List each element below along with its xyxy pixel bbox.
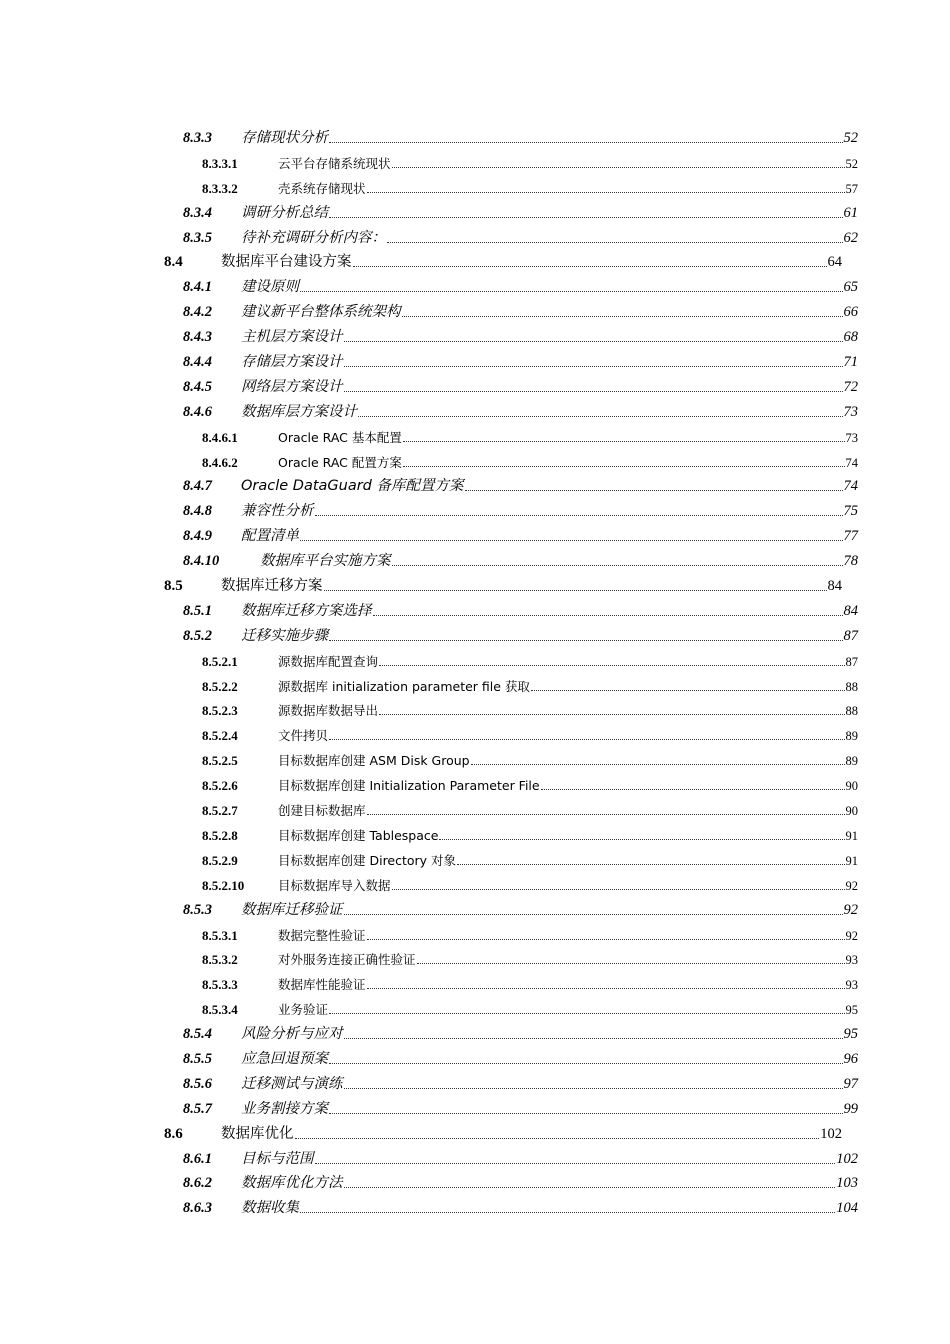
toc-entry-page: 77 [843,528,858,545]
toc-entry[interactable] [0,771,950,796]
toc-entry-page: 61 [843,204,858,221]
toc-entry[interactable] [0,1095,950,1120]
toc-entry[interactable] [0,174,950,199]
toc-entry-title: 存储现状分析 [241,130,328,146]
toc-entry-page: 90 [845,779,858,794]
toc-entry[interactable] [0,423,950,448]
toc-entry-line [183,899,858,919]
toc-entry-title: 目标数据库导入数据 [278,877,391,893]
toc-entry-line [202,426,858,446]
toc-entry-line [202,998,858,1018]
toc-entry-number: 8.5.2.5 [202,753,238,769]
toc-entry-title: 应急回退预案 [241,1050,328,1067]
toc-entry-line [183,550,858,570]
toc-entry-page: 73 [845,430,858,445]
toc-entry-title: 待补充调研分析内容： [241,229,386,246]
toc-entry-title: 目标数据库创建 ASM Disk Group [278,753,470,769]
toc-dot-leader [367,939,845,940]
toc-entry[interactable] [0,796,950,821]
toc-entry-title: 目标数据库创建 Initialization Parameter File [278,778,540,794]
toc-entry-line [183,525,858,545]
toc-dot-leader [329,1063,843,1064]
toc-entry-number: 8.4.6.2 [202,454,238,470]
toc-entry-number: 8.3.5 [183,229,212,246]
toc-dot-leader [373,615,843,616]
toc-entry-title: 数据收集 [241,1200,299,1217]
toc-entry-page: 95 [843,1026,858,1043]
toc-entry-number: 8.5.2.2 [202,678,238,694]
toc-entry-number: 8.3.4 [183,204,212,221]
toc-entry[interactable] [0,622,950,647]
toc-entry-page: 99 [843,1100,858,1117]
toc-entry-page: 64 [827,254,842,271]
toc-entry-number: 8.5.6 [183,1075,212,1092]
toc-entry-title: 云平台存储系统现状 [278,155,391,171]
toc-entry[interactable] [0,448,950,473]
toc-dot-leader [353,266,827,267]
toc-dot-leader [392,889,845,890]
toc-entry[interactable] [0,1070,950,1095]
toc-dot-leader [358,416,843,417]
toc-dot-leader [457,864,844,865]
toc-entry[interactable] [0,1194,950,1219]
toc-dot-leader [344,366,843,367]
toc-entry-page: 57 [845,181,858,196]
toc-entry-title: 目标数据库创建 Tablespace [278,827,439,843]
toc-entry-page: 91 [845,828,858,843]
toc-entry[interactable] [0,696,950,721]
toc-dot-leader [344,391,843,392]
toc-entry-title: 数据库平台实施方案 [260,553,391,570]
toc-entry-page: 89 [845,729,858,744]
toc-dot-leader [329,1113,843,1114]
toc-entry-title: 建设原则 [241,279,299,296]
toc-entry-page: 72 [843,378,858,395]
toc-entry-number: 8.5.2.10 [202,877,245,893]
toc-entry-line [183,376,858,396]
toc-dot-leader [541,789,845,790]
toc-entry-title: 数据库性能验证 [278,977,366,993]
toc-entry[interactable] [0,1120,950,1145]
toc-entry[interactable] [0,348,950,373]
toc-entry[interactable] [0,970,950,995]
toc-entry-title: 存储层方案设计 [241,354,343,371]
toc-entry[interactable] [0,821,950,846]
toc-entry-line [202,973,858,993]
toc-entry-line [183,1073,858,1093]
toc-entry-line [183,1023,858,1043]
toc-entry[interactable] [0,921,950,946]
toc-entry-number: 8.3.3 [183,130,212,146]
toc-entry[interactable] [0,597,950,622]
toc-entry-line [183,600,858,620]
toc-dot-leader [344,914,843,915]
toc-dot-leader [300,540,843,541]
toc-entry[interactable] [0,1169,950,1194]
toc-entry-line [183,326,858,346]
toc-entry-line [202,675,858,695]
toc-entry-number: 8.4.8 [183,503,212,520]
toc-entry-title: 壳系统存储现状 [278,180,366,196]
toc-entry-page: 87 [845,654,858,669]
toc-dot-leader [329,640,843,641]
toc-entry[interactable] [0,871,950,896]
toc-entry-line [183,351,858,371]
toc-entry-number: 8.4.9 [183,528,212,545]
toc-entry-page: 73 [843,403,858,420]
toc-entry-title: 数据库优化 [221,1125,294,1142]
toc-entry-line [202,177,858,197]
toc-entry-page: 102 [836,1150,858,1167]
toc-dot-leader [379,665,844,666]
toc-dot-leader [344,1088,843,1089]
toc-dot-leader [300,1212,835,1213]
toc-entry-line [183,127,858,147]
toc-entry-page: 92 [845,928,858,943]
toc-entry-page: 88 [845,679,858,694]
toc-entry[interactable] [0,124,950,149]
toc-dot-leader [379,714,844,715]
toc-dot-leader [344,341,843,342]
toc-entry-page: 102 [820,1125,842,1142]
toc-dot-leader [329,1013,844,1014]
toc-entry-number: 8.5.1 [183,602,212,619]
toc-entry-line [202,774,858,794]
toc-entry-title: 数据库迁移方案 [221,578,323,595]
toc-entry-line [202,650,858,670]
toc-entry-title: 创建目标数据库 [278,803,366,819]
toc-dot-leader [344,1187,836,1188]
toc-entry[interactable] [0,398,950,423]
toc-entry-number: 8.3.3.2 [202,180,238,196]
toc-entry[interactable] [0,945,950,970]
toc-entry-page: 84 [827,578,842,595]
toc-entry-line [183,1172,858,1192]
toc-entry-number: 8.5.7 [183,1100,212,1117]
toc-entry-page: 90 [845,804,858,819]
toc-entry[interactable] [0,248,950,273]
toc-entry-number: 8.4.2 [183,304,212,321]
toc-entry-title: 文件拷贝 [278,728,329,744]
toc-entry-title: 源数据库配置查询 [278,653,379,669]
toc-entry-line [202,849,858,869]
toc-entry-line [183,401,858,421]
toc-entry-number: 8.5.2.9 [202,852,238,868]
toc-entry-number: 8.4.10 [183,553,220,570]
toc-entry-line [183,1148,858,1168]
toc-entry-line [202,948,858,968]
toc-entry-title: 源数据库数据导出 [278,703,379,719]
toc-entry-title: 迁移实施步骤 [241,627,328,644]
toc-entry-line [183,1197,858,1217]
toc-dot-leader [324,590,827,591]
toc-entry-line [183,276,858,296]
toc-entry-page: 71 [843,354,858,371]
toc-entry-title: 数据库层方案设计 [241,403,357,420]
toc-entry-number: 8.4.6.1 [202,429,238,445]
toc-entry[interactable] [0,547,950,572]
toc-entry-page: 95 [845,1003,858,1018]
toc-entry[interactable] [0,298,950,323]
toc-entry[interactable] [0,896,950,921]
toc-dot-leader [531,690,845,691]
toc-dot-leader [403,466,845,467]
toc-entry-line [202,874,858,894]
toc-entry[interactable] [0,522,950,547]
toc-entry-page: 75 [843,503,858,520]
toc-entry-line [202,924,858,944]
toc-dot-leader [387,242,843,243]
toc-entry-page: 97 [843,1075,858,1092]
toc-entry-title: 迁移测试与演练 [241,1075,343,1092]
toc-entry-number: 8.5.2.4 [202,728,238,744]
toc-dot-leader [300,291,843,292]
toc-dot-leader [344,1038,843,1039]
toc-entry-title: 数据库平台建设方案 [221,254,352,271]
toc-entry-line [183,625,858,645]
toc-entry-page: 103 [836,1175,858,1192]
toc-entry-number: 8.4.1 [183,279,212,296]
toc-entry-page: 78 [843,553,858,570]
toc-entry-number: 8.5.2.6 [202,778,238,794]
toc-entry-title: 业务验证 [278,1002,329,1018]
toc-entry-title: 兼容性分析 [241,503,314,520]
toc-dot-leader [403,441,845,442]
toc-entry-title: 调研分析总结 [241,204,328,221]
toc-entry-line [164,1123,842,1143]
toc-entry-line [202,824,858,844]
toc-dot-leader [465,490,843,491]
toc-entry-number: 8.5.3.3 [202,977,238,993]
toc-entry-line [202,749,858,769]
toc-entry-page: 96 [843,1050,858,1067]
toc-entry-title: 数据库优化方法 [241,1175,343,1192]
toc-entry-line [183,301,858,321]
toc-entry-number: 8.4.7 [183,478,212,495]
toc-dot-leader [367,988,845,989]
toc-entry-page: 93 [845,978,858,993]
toc-entry-page: 92 [845,878,858,893]
toc-entry-page: 66 [843,304,858,321]
toc-entry-number: 8.5.5 [183,1050,212,1067]
toc-entry-title: 数据库迁移验证 [241,901,343,918]
toc-entry-title: 目标与范围 [241,1150,314,1167]
toc-entry-line [202,799,858,819]
toc-entry-number: 8.6.2 [183,1175,212,1192]
toc-entry-number: 8.6 [164,1125,183,1142]
toc-dot-leader [392,565,843,566]
toc-entry-page: 52 [845,156,858,171]
toc-entry-page: 84 [843,602,858,619]
toc-entry-number: 8.5.2.7 [202,803,238,819]
toc-entry-title: 对外服务连接正确性验证 [278,952,416,968]
toc-dot-leader [417,963,845,964]
toc-entry-line [183,227,858,247]
toc-entry[interactable] [0,746,950,771]
toc-dot-leader [295,1138,820,1139]
toc-dot-leader [329,142,843,143]
toc-entry-title: 业务割接方案 [241,1100,328,1117]
toc-entry-number: 8.4.3 [183,329,212,346]
toc-entry-title: 数据库迁移方案选择 [241,602,372,619]
toc-entry-number: 8.5.3.1 [202,927,238,943]
toc-entry[interactable] [0,373,950,398]
toc-entry-number: 8.5.2.3 [202,703,238,719]
toc-entry-page: 88 [845,704,858,719]
toc-entry-number: 8.5.2.8 [202,827,238,843]
toc-entry[interactable] [0,672,950,697]
toc-entry-title: 目标数据库创建 Directory 对象 [278,852,457,868]
toc-entry[interactable] [0,1020,950,1045]
toc-entry-number: 8.5 [164,578,183,595]
toc-entry[interactable] [0,846,950,871]
toc-entry[interactable] [0,149,950,174]
toc-entry-line [202,451,858,471]
toc-entry-number: 8.5.3.2 [202,952,238,968]
toc-dot-leader [329,217,843,218]
toc-entry-number: 8.4.5 [183,378,212,395]
toc-entry-title: Oracle RAC 基本配置 [278,429,402,445]
toc-entry-title: Oracle RAC 配置方案 [278,454,402,470]
toc-entry-number: 8.3.3.1 [202,155,238,171]
toc-entry-number: 8.5.3 [183,901,212,918]
toc-entry[interactable] [0,497,950,522]
toc-entry-page: 62 [843,229,858,246]
toc-entry-line [183,1048,858,1068]
toc-entry-number: 8.5.2.1 [202,653,238,669]
toc-entry-line [202,724,858,744]
toc-entry[interactable] [0,199,950,224]
toc-entry[interactable] [0,224,950,249]
toc-entry-line [202,152,858,172]
toc-entry-line [164,575,842,595]
toc-entry[interactable] [0,1045,950,1070]
toc-entry[interactable] [0,995,950,1020]
toc-entry-page: 87 [843,627,858,644]
table-of-contents [0,124,950,1219]
toc-entry-page: 52 [843,130,858,146]
toc-dot-leader [471,764,845,765]
toc-entry-title: 主机层方案设计 [241,329,343,346]
toc-dot-leader [402,316,843,317]
toc-entry-number: 8.4 [164,254,183,271]
toc-dot-leader [315,1163,836,1164]
toc-entry-title: 风险分析与应对 [241,1026,343,1043]
toc-entry[interactable] [0,721,950,746]
toc-entry-title: 配置清单 [241,528,299,545]
toc-entry-page: 92 [843,901,858,918]
toc-entry-number: 8.5.3.4 [202,1002,238,1018]
toc-dot-leader [315,515,843,516]
toc-entry-number: 8.4.6 [183,403,212,420]
toc-entry[interactable] [0,572,950,597]
toc-entry-page: 93 [845,953,858,968]
toc-entry-page: 74 [843,478,858,495]
toc-entry-page: 89 [845,754,858,769]
toc-entry-title: 建议新平台整体系统架构 [241,304,401,321]
toc-entry-line [183,202,858,222]
toc-entry-line [183,1098,858,1118]
toc-entry-title: Oracle DataGuard 备库配置方案 [241,478,464,495]
toc-dot-leader [439,839,844,840]
toc-entry-line [202,699,858,719]
toc-entry-title: 网络层方案设计 [241,378,343,395]
toc-entry-title: 数据完整性验证 [278,927,366,943]
toc-entry-line [164,251,842,271]
toc-entry-number: 8.5.2 [183,627,212,644]
toc-entry-number: 8.4.4 [183,354,212,371]
toc-dot-leader [367,814,845,815]
toc-dot-leader [392,167,845,168]
toc-entry[interactable] [0,472,950,497]
toc-entry-number: 8.6.3 [183,1200,212,1217]
toc-entry[interactable] [0,273,950,298]
toc-entry[interactable] [0,323,950,348]
toc-entry-page: 104 [836,1200,858,1217]
toc-entry-line [183,475,858,495]
toc-entry-title: 源数据库 initialization parameter file 获取 [278,678,530,694]
toc-entry-page: 91 [845,853,858,868]
toc-entry-page: 74 [845,455,858,470]
toc-entry-page: 68 [843,329,858,346]
toc-entry[interactable] [0,647,950,672]
toc-entry-number: 8.5.4 [183,1026,212,1043]
toc-dot-leader [367,192,845,193]
toc-entry[interactable] [0,1145,950,1170]
toc-entry-page: 65 [843,279,858,296]
toc-entry-line [183,500,858,520]
toc-dot-leader [329,739,844,740]
toc-entry-number: 8.6.1 [183,1150,212,1167]
